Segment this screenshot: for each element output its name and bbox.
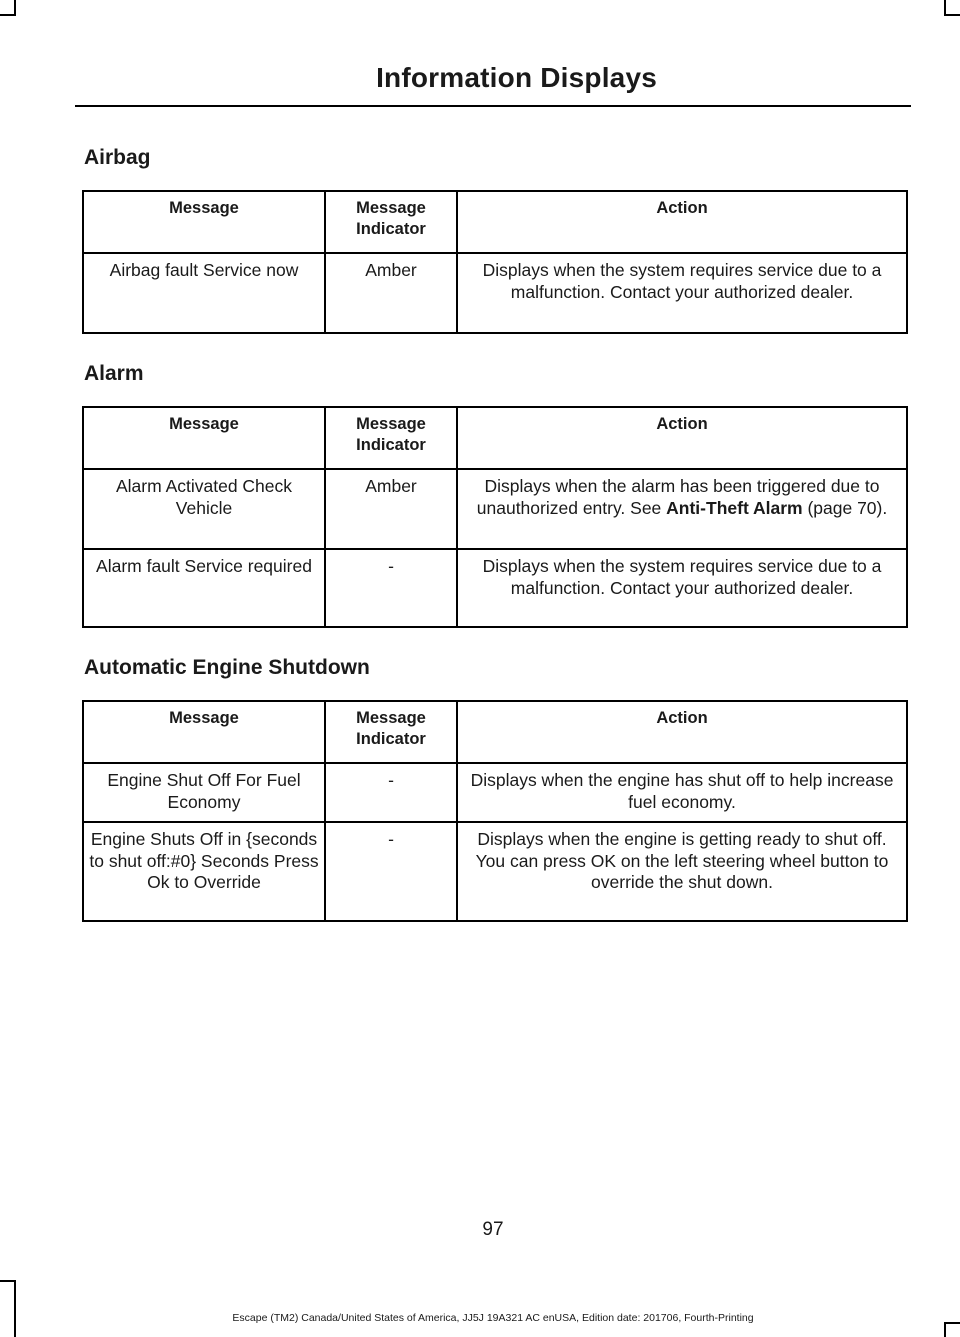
column-header-message: Message [83,701,325,763]
header-rule [75,105,911,107]
table-row [83,822,907,921]
indicator-cell: - [325,822,457,921]
crop-mark [944,1322,946,1337]
action-cell: Displays when the system requires service due to a malfunction. Contact your authorized dealer. [457,549,907,627]
table-row [83,253,907,333]
crop-mark [0,1280,16,1282]
table-row [83,763,907,822]
page-reference: (page 70). [802,497,888,518]
indicator-cell: Amber [325,253,457,333]
column-header-message: Message [83,407,325,469]
column-header-indicator: Message Indicator [325,191,457,253]
column-header-indicator: Message Indicator [325,701,457,763]
indicator-cell: - [325,549,457,627]
crop-mark [14,1280,16,1337]
column-header-indicator: Message Indicator [325,407,457,469]
action-cell [457,469,907,549]
table-header-row [83,701,907,763]
table-row [83,549,907,627]
alarm-table [82,406,908,628]
column-header-action: Action [457,701,907,763]
auto-shutdown-table [82,700,908,922]
message-cell: Engine Shuts Off in {seconds to shut off:#0} Seconds Press Ok to Override [83,822,325,921]
column-header-action: Action [457,191,907,253]
table-header-row [83,407,907,469]
message-cell: Airbag fault Service now [83,253,325,333]
indicator-cell: Amber [325,469,457,549]
page-title: Information Displays [376,62,657,93]
edition-footer: Escape (TM2) Canada/United States of America, JJ5J 19A321 AC enUSA, Edition date: 201706, Fourth-Printing [232,1312,754,1324]
action-text: Displays when the alarm has been triggered due to unauthorized entry. See [476,476,880,518]
action-cell: Displays when the system requires service due to a malfunction. Contact your authorized dealer. [457,253,907,333]
crop-mark [944,14,960,16]
section-heading-airbag: Airbag [84,146,151,169]
page-number: 97 [482,1219,504,1240]
action-cell: Displays when the engine is getting ready to shut off. You can press OK on the left steering wheel button to override the shut down. [457,822,907,921]
airbag-table [82,190,908,334]
message-cell: Alarm Activated Check Vehicle [83,469,325,549]
message-cell: Alarm fault Service required [83,549,325,627]
column-header-message: Message [83,191,325,253]
column-header-action: Action [457,407,907,469]
table-row [83,469,907,549]
crop-mark [0,14,16,16]
indicator-cell: - [325,763,457,822]
message-cell: Engine Shut Off For Fuel Economy [83,763,325,822]
table-header-row [83,191,907,253]
section-heading-alarm: Alarm [84,362,144,385]
action-cell: Displays when the engine has shut off to help increase fuel economy. [457,763,907,822]
cross-reference-link[interactable]: Anti-Theft Alarm [666,497,803,518]
section-heading-auto-shutdown: Automatic Engine Shutdown [84,656,370,679]
